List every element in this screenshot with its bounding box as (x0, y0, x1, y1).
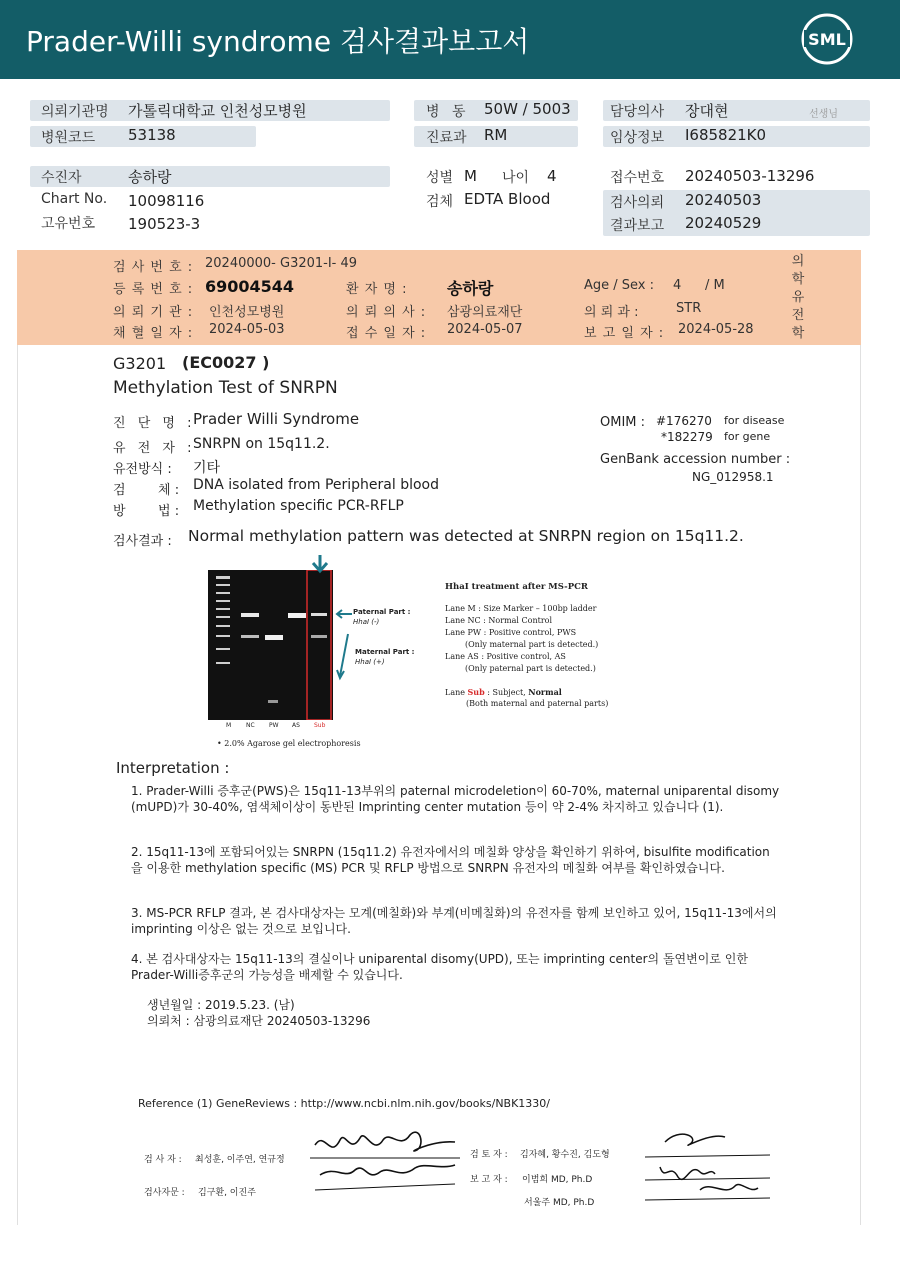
sex-label: 성별 (426, 170, 454, 186)
band-physician-label: 의 뢰 의 사 : (346, 305, 427, 320)
hospital-code-label: 병원코드 (41, 130, 96, 146)
legend-line: Lane M : Size Marker – 100bp ladder (445, 604, 597, 613)
clinical-label: 임상정보 (610, 130, 665, 146)
band-dept-label: 의 뢰 과 : (584, 305, 639, 320)
request-label: 검사의뢰 (610, 195, 665, 211)
side-char: 유 (791, 290, 805, 305)
legend-line: (Only maternal part is detected.) (465, 640, 599, 649)
test-code: G3201 (113, 354, 167, 373)
doctor-label: 담당의사 (610, 104, 665, 120)
doctor-value: 장대현 (685, 102, 729, 120)
receipt-label: 접수번호 (610, 170, 665, 186)
band-patient-label: 환 자 명 : (346, 282, 408, 297)
gel-bands (208, 570, 333, 720)
reference: Reference (1) GeneReviews : http://www.ncbi.nlm.nih.gov/books/NBK1330/ (138, 1097, 551, 1110)
legend-sub-bold: Normal (528, 687, 562, 697)
dept-label: 진료과 (426, 130, 467, 146)
side-char: 전 (791, 308, 805, 323)
logo-text: SML (808, 30, 846, 49)
report-title: Prader-Willi syndrome 검사결과보고서 (26, 25, 530, 58)
side-char: 의 (791, 254, 805, 269)
legend-sub-prefix: Lane (445, 688, 465, 697)
band-institution-value: 인천성모병원 (209, 305, 285, 320)
unique-label: 고유번호 (41, 216, 96, 232)
reporter-2: 서울주 MD, Ph.D (524, 1198, 595, 1208)
band-age-sex-label: Age / Sex : (584, 278, 655, 293)
result-label: 검사결과 : (113, 534, 172, 549)
inheritance-label: 유전방식 : (113, 462, 172, 477)
band-receive-value: 2024-05-07 (447, 322, 523, 337)
birth-date: 생년월일 : 2019.5.23. (남) (147, 998, 295, 1012)
lane-label: AS (292, 722, 300, 729)
legend-line: Lane AS : Positive control, AS (445, 652, 566, 661)
result-value: Normal methylation pattern was detected at SNRPN region on 15q11.2. (188, 527, 744, 545)
ward-label: 병 동 (426, 104, 470, 120)
test-name: Methylation Test of SNRPN (113, 378, 338, 398)
paternal-label: Paternal Part : (353, 608, 411, 616)
legend-line: Lane NC : Normal Control (445, 616, 553, 625)
lane-label: NC (246, 722, 255, 729)
band-side-text (790, 253, 806, 343)
band-sex-value: / M (705, 278, 725, 293)
inheritance-value: 기타 (193, 460, 221, 476)
interpretation-title: Interpretation : (116, 759, 230, 777)
hospital-code-value: 53138 (128, 126, 176, 144)
sex-value: M (464, 167, 477, 185)
unique-value: 190523-3 (128, 215, 201, 233)
legend-sub-word: Sub (467, 687, 485, 697)
band-reg-no-label: 등 록 번 호 : (113, 282, 194, 297)
band-receive-label: 접 수 일 자 : (346, 326, 427, 341)
band-collect-label: 채 혈 일 자 : (113, 326, 194, 341)
ward-value: 50W / 5003 (484, 100, 571, 118)
omim-label: OMIM : (600, 415, 646, 430)
clinical-value: I685821K0 (685, 126, 767, 144)
band-collect-value: 2024-05-03 (209, 322, 285, 337)
band-test-no-value: 20240000- G3201-I- 49 (205, 256, 358, 271)
gene-value: SNRPN on 15q11.2. (193, 436, 330, 452)
band-institution-label: 의 뢰 기 관 : (113, 305, 194, 320)
reviewer-label: 검 토 자 : (470, 1150, 508, 1160)
interpretation-p1: 1. Prader-Willi 증후군(PWS)은 15q11-13부위의 paternal microdeletion이 60-70%, maternal uniparental disomy (mUPD)가 30-40%, 염색체이상이 동반된 Imprinting center mutation 등이 약 2-4% 차지하고 있습니다 (1). (131, 784, 780, 814)
legend-line: (Only paternal part is detected.) (465, 664, 596, 673)
gel-caption: • 2.0% Agarose gel electrophoresis (217, 739, 361, 748)
age-label: 나이 (502, 170, 530, 186)
specimen-label-a: 검 (113, 483, 126, 498)
examiner-label: 검 사 자 : (144, 1155, 182, 1165)
omim-gene-note: for gene (724, 430, 771, 443)
reporter-names: 이범희 MD, Ph.D (522, 1175, 593, 1185)
band-reg-no-value: 69004544 (205, 277, 295, 296)
legend-subject-line (445, 687, 562, 697)
receipt-value: 20240503-13296 (685, 167, 815, 185)
reviewer-signature (640, 1122, 780, 1212)
advisor-label: 검사자문 : (144, 1188, 185, 1198)
maternal-sub: HhaI (+) (355, 658, 385, 666)
legend-sub-last: (Both maternal and paternal parts) (466, 699, 609, 708)
method-label-b: 법 : (158, 504, 180, 519)
legend-line: Lane PW : Positive control, PWS (445, 628, 577, 637)
reporter-label: 보 고 자 : (470, 1175, 508, 1185)
page-header (0, 0, 900, 79)
chart-label: Chart No. (41, 191, 108, 207)
gel-image (208, 570, 333, 720)
legend-sub-rest: : Subject, (487, 688, 526, 697)
maternal-label: Maternal Part : (355, 648, 415, 656)
lane-label-subject: Sub (314, 722, 326, 729)
specimen-label: 검체 (426, 194, 454, 210)
chart-value: 10098116 (128, 192, 205, 210)
reviewer-names: 김자혜, 황수진, 김도형 (520, 1150, 610, 1160)
method-label-a: 방 (113, 504, 126, 519)
doctor-suffix: 선생님 (809, 109, 838, 120)
method-value: Methylation specific PCR-RFLP (193, 498, 404, 514)
omim-disease-id: #176270 (656, 414, 712, 428)
specimen-label-b: 체 : (158, 483, 180, 498)
report-value: 20240529 (685, 214, 762, 232)
specimen-value: DNA isolated from Peripheral blood (193, 477, 440, 493)
requester-value: 가톨릭대학교 인천성모병원 (128, 102, 307, 120)
side-char: 학 (791, 326, 805, 341)
age-value: 4 (547, 167, 557, 185)
omim-gene-id: *182279 (661, 430, 713, 444)
advisor-names: 김구환, 이진주 (198, 1188, 256, 1198)
omim-disease-note: for disease (724, 414, 785, 427)
patient-box (30, 166, 390, 187)
down-arrow-icon (308, 553, 332, 577)
patient-label: 수진자 (41, 170, 82, 186)
band-report-label: 보 고 일 자 : (584, 326, 665, 341)
band-age-value: 4 (673, 278, 682, 293)
lane-label: M (226, 722, 232, 729)
interpretation-p3: 3. MS-PCR RFLP 결과, 본 검사대상자는 모계(메칠화)와 부계(비메칠화)의 유전자를 함께 보인하고 있어, 15q11-13에서의 imprinting 이상은 없는 것으로 보입니다. (131, 906, 777, 936)
band-report-value: 2024-05-28 (678, 322, 754, 337)
gene-label: 유 전 자 : (113, 441, 196, 456)
test-ec: (EC0027 ) (182, 353, 270, 372)
request-value: 20240503 (685, 191, 762, 209)
band-physician-value: 삼광의료재단 (447, 305, 523, 320)
interpretation-p2: 2. 15q11-13에 포함되어있는 SNRPN (15q11.2) 유전자에서의 메칠화 양상을 확인하기 위하여, bisulfite modification을 이용한 methylation specific (MS) PCR 및 RFLP 방법으로 SNRPN 유전자의 메칠화 여부를 확인하였습니다. (131, 845, 770, 875)
dept-value: RM (484, 126, 508, 144)
diagnosis-value: Prader Willi Syndrome (193, 410, 360, 428)
pointer-arrows-icon (334, 604, 354, 684)
examiner-signature (305, 1120, 465, 1200)
band-dept-value: STR (676, 301, 702, 316)
band-test-no-label: 검 사 번 호 : (113, 260, 194, 275)
report-label: 결과보고 (610, 218, 665, 234)
diagnosis-label: 진 단 명 : (113, 416, 196, 431)
band-patient-value: 송하랑 (447, 279, 494, 298)
referral: 의뢰처 : 삼광의료재단 20240503-13296 (147, 1014, 371, 1028)
examiner-names: 최성훈, 이주연, 연규정 (195, 1155, 285, 1165)
sml-logo (800, 12, 854, 66)
patient-value: 송하랑 (128, 168, 172, 186)
requester-label: 의뢰기관명 (41, 104, 109, 120)
interpretation-p4: 4. 본 검사대상자는 15q11-13의 결실이나 uniparental disomy(UPD), 또는 imprinting center의 돌연변이로 인한 Prader-Willi증후군의 가능성을 배제할 수 있습니다. (131, 952, 748, 982)
lane-label: PW (269, 722, 279, 729)
side-char: 학 (791, 272, 805, 287)
genbank-value: NG_012958.1 (692, 470, 774, 484)
specimen-value: EDTA Blood (464, 190, 551, 208)
genbank-label: GenBank accession number : (600, 452, 791, 467)
legend-title: HhaI treatment after MS-PCR (445, 582, 588, 592)
paternal-sub: HhaI (-) (353, 618, 380, 626)
